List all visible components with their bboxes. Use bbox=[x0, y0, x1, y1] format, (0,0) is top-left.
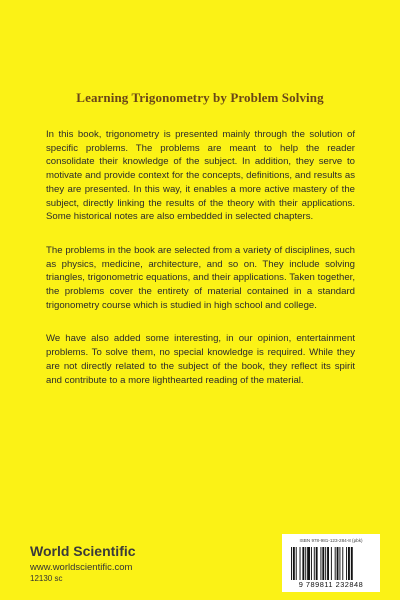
isbn-label: ISBN 978-981-123-284-8 (pbk) bbox=[299, 538, 363, 543]
blurb-paragraph-1: In this book, trigonometry is presented mainly through the solution of specific problems. The problems are meant to help the reader consolidate their knowledge of the subject. In addition, they serve to motivate and provide context for the concepts, definitions, and results as they are presented. In this way, it enables a more active mastery of the subject, directly linking the results of the theory with their applications. Some historical notes are also embedded in selected chapters. bbox=[46, 129, 355, 223]
barcode-icon bbox=[291, 547, 375, 580]
barcode-panel bbox=[282, 534, 380, 592]
barcode-bar bbox=[325, 547, 326, 580]
barcode-bar bbox=[316, 547, 318, 580]
barcode-bar bbox=[331, 547, 332, 580]
barcode-bar bbox=[348, 547, 350, 580]
barcode-bar bbox=[296, 547, 297, 580]
publisher-website: www.worldscientific.com bbox=[30, 562, 133, 573]
barcode-bar bbox=[293, 547, 295, 580]
barcode-bar bbox=[339, 547, 340, 580]
blurb-paragraph-2: The problems in the book are selected from a variety of disciplines, such as physics, medicine, architecture, and so on. They include solving triangles, trigonometric equations, and their applications. Taken together, the problems cover the entirety of material contained in a standard trigonometry course which is studied in high school and college. bbox=[46, 244, 355, 311]
barcode-bar bbox=[346, 547, 347, 580]
blurb bbox=[46, 128, 355, 407]
barcode-bar bbox=[322, 547, 324, 580]
barcode-bar bbox=[342, 547, 343, 580]
blurb-paragraph-3: We have also added some interesting, in our opinion, entertainment problems. To solve them, no special knowledge is required. While they are not directly related to the subject of the book, they reflect its spirit and contribute to a more lighthearted reading of the material. bbox=[46, 333, 355, 386]
barcode-bar bbox=[337, 547, 339, 580]
publisher-name: World Scientific bbox=[30, 543, 136, 559]
barcode-bar bbox=[327, 547, 329, 580]
catalog-code: 12130 sc bbox=[30, 574, 63, 583]
barcode-bar bbox=[302, 547, 304, 580]
barcode-bar bbox=[320, 547, 321, 580]
barcode-bar bbox=[314, 547, 315, 580]
barcode-bar bbox=[300, 547, 301, 580]
barcode-bar bbox=[307, 547, 310, 580]
barcode-bar bbox=[311, 547, 312, 580]
book-title: Learning Trigonometry by Problem Solving bbox=[76, 90, 324, 105]
barcode-bar bbox=[291, 547, 292, 580]
barcode-bar bbox=[305, 547, 306, 580]
barcode-bar bbox=[335, 547, 336, 580]
barcode-bar bbox=[351, 547, 353, 580]
barcode-number: 9 789811 232848 bbox=[298, 580, 364, 589]
